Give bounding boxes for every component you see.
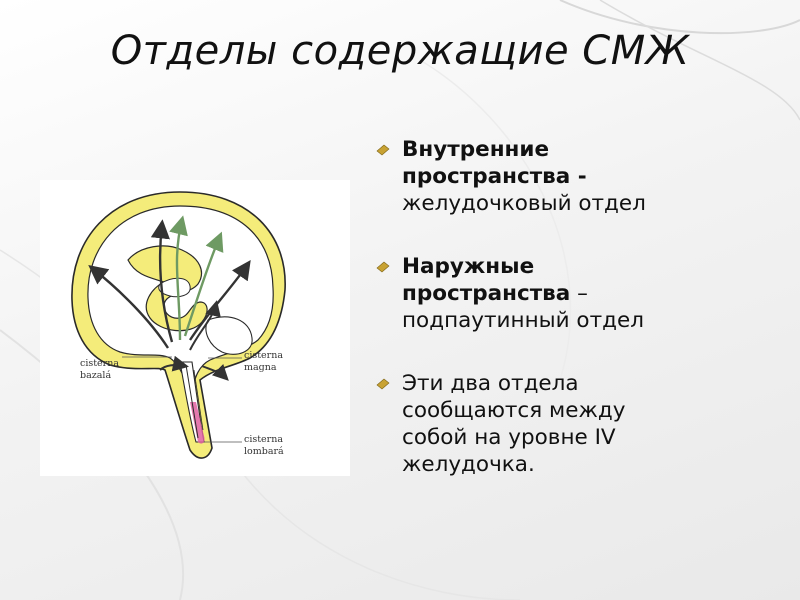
label-cisterna-magna-2: magna: [244, 362, 277, 373]
label-cisterna-bazalis-1: cisterna: [80, 358, 119, 369]
bullet-3-line-2: сообщаются между: [402, 398, 626, 423]
bullet-item: [372, 370, 782, 478]
bullet-item: [372, 253, 782, 334]
csf-diagram: [40, 180, 350, 476]
label-cisterna-lombaris-1: cisterna: [244, 434, 283, 445]
label-cisterna-magna-1: cisterna: [244, 350, 283, 361]
bullet-2-sep: –: [570, 281, 588, 306]
bullet-1-sep: -: [570, 164, 587, 189]
bullet-2-bold-1: Наружные: [402, 254, 535, 279]
bullet-1-bold-2: пространства: [402, 164, 571, 189]
bullet-list: [372, 136, 782, 514]
label-cisterna-bazalis-2: bazalá: [80, 370, 112, 381]
bullet-item: [372, 136, 782, 217]
bullet-2-text: подпаутинный отдел: [402, 308, 644, 333]
label-cisterna-lombaris-2: lombará: [244, 446, 284, 457]
bullet-3-line-3: собой на уровне IV: [402, 425, 616, 450]
bullet-diamond-icon: [376, 261, 390, 273]
bullet-2-bold-2: пространства: [402, 281, 571, 306]
bullet-diamond-icon: [376, 144, 390, 156]
bullet-1-text: желудочковый отдел: [402, 191, 646, 216]
bullet-1-bold-1: Внутренние: [402, 137, 550, 162]
bullet-diamond-icon: [376, 378, 390, 390]
csf-diagram-svg: [40, 180, 350, 476]
slide-title: Отделы содержащие СМЖ: [110, 28, 690, 74]
bullet-3-line-4: желудочка.: [402, 452, 535, 477]
bullet-3-line-1: Эти два отдела: [402, 371, 579, 396]
